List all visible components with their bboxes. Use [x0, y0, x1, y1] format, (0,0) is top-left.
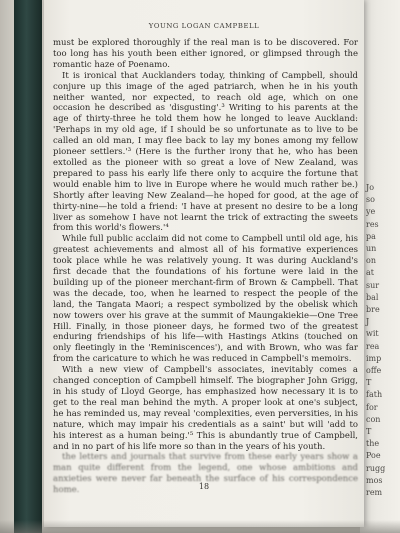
facing-page-fragment: T	[366, 378, 372, 388]
paragraph: must be explored thoroughly if the real man is to be discovered. For too long has his youth been either ignored, or glimpsed through the romantic haze of Poenamo.	[53, 38, 358, 70]
facing-page-fragment: the	[366, 439, 380, 449]
book-page	[44, 0, 364, 527]
facing-page-fragment: rugg	[366, 463, 386, 473]
facing-page-fragment: so	[366, 195, 375, 205]
facing-page-fragment: sur	[366, 280, 380, 290]
facing-page-fragment: rem	[366, 488, 383, 497]
facing-page-fragment: ye	[366, 207, 376, 217]
facing-page-fragment: pa	[366, 231, 376, 241]
body-text	[53, 38, 358, 496]
facing-page-fragment: J	[366, 317, 370, 327]
facing-page-fragment: bre	[366, 305, 380, 314]
facing-page-fragment: res	[366, 219, 379, 229]
facing-page-fragment: mos	[366, 475, 383, 485]
facing-page-fragment: un	[366, 244, 377, 253]
facing-page-fragment: bal	[366, 292, 379, 302]
bottom-shadow	[0, 520, 400, 533]
page-number: 18	[198, 482, 210, 491]
book-cover-edge	[14, 0, 42, 533]
paragraph: With a new view of Campbell's associates, inevitably comes a changed conception of Campbell himself. The biographer John Grigg, in his study of Lloyd George, has emphasized how necessary it is to get to the real man behind the myth. A proper look at one's subject, he has reminded us, may reveal 'complexities, even perversities, in his nature, which may impair his credentials as a saint' but will 'add to his interest as a human being.'⁵ This is abundantly true of Campbell, and in no part of his life more so than in the years of his youth.	[53, 365, 358, 452]
facing-page-fragment: Poe	[366, 451, 381, 461]
facing-page-fragment: wit	[366, 329, 379, 339]
blurred-paragraph: the letters and journals that survive from these early years show a man quite different from the legend, one whose ambitions and anxieties were never far beneath the surface of his correspondence home.	[53, 452, 358, 496]
facing-page-fragment: imp	[366, 353, 382, 363]
facing-page-fragment: for	[366, 402, 378, 412]
paragraph: It is ironical that Aucklanders today, thinking of Campbell, should conjure up this image of the aged patriarch, when he in his youth neither wanted, nor expected, to reach old age, which on one occasion he described as 'disgusting'.³ Writing to his parents at the age of thirty-three he told them how he longed to leave Auckland: 'Perhaps in my old age, if I should be so unfortunate as to live to be called an old man, I may flee back to lay my bones among my fellow pioneer settlers.'³ (Here is the further irony that he, who has been extolled as the pioneer with so great a love of New Zealand, was prepared to pass his early life there only to acquire the fortune that would enable him to live in Europe where he would much rather be.) Shortly after leaving New Zealand—he hoped for good, at the age of thirty-nine—he told a friend: 'I have at present no desire to be a long liver as somehow I have not learnt the trick of extracting the sweets from this world's flowers.'⁴	[53, 70, 358, 234]
facing-page-fragment: fath	[366, 390, 383, 400]
paragraph: While full public acclaim did not come to Campbell until old age, his greatest achievements and almost all of his formative experiences took place while he was relatively young. It was during Auckland's first decade that the foundations of his fortune were laid in the building up of the pioneer merchant-firm of Brown & Campbell. That was the decade, too, when he learned to respect the people of the land, the Tangata Maori; a respect symbolized by the obelisk which now towers over his grave at the summit of Maungakiekie—One Tree Hill. Finally, in those pioneer days, he formed two of the greatest enduring friendships of his life—with Hastings Atkins (touched on only fleetingly in the 'Reminiscences'), and with Brown, who was far from the caricature to which he was reduced in Campbell's memoirs.	[53, 234, 358, 365]
facing-page-fragment: Jo	[366, 183, 375, 192]
facing-page-fragment: con	[366, 414, 381, 424]
running-head: YOUNG LOGAN CAMPBELL	[148, 22, 260, 30]
facing-page-fragment: on	[366, 256, 376, 266]
facing-page	[360, 0, 400, 533]
facing-page-fragment: T	[366, 427, 372, 436]
facing-page-fragment: offe	[366, 366, 382, 375]
facing-page-fragment: rea	[366, 341, 380, 351]
facing-page-fragment: at	[366, 268, 374, 278]
